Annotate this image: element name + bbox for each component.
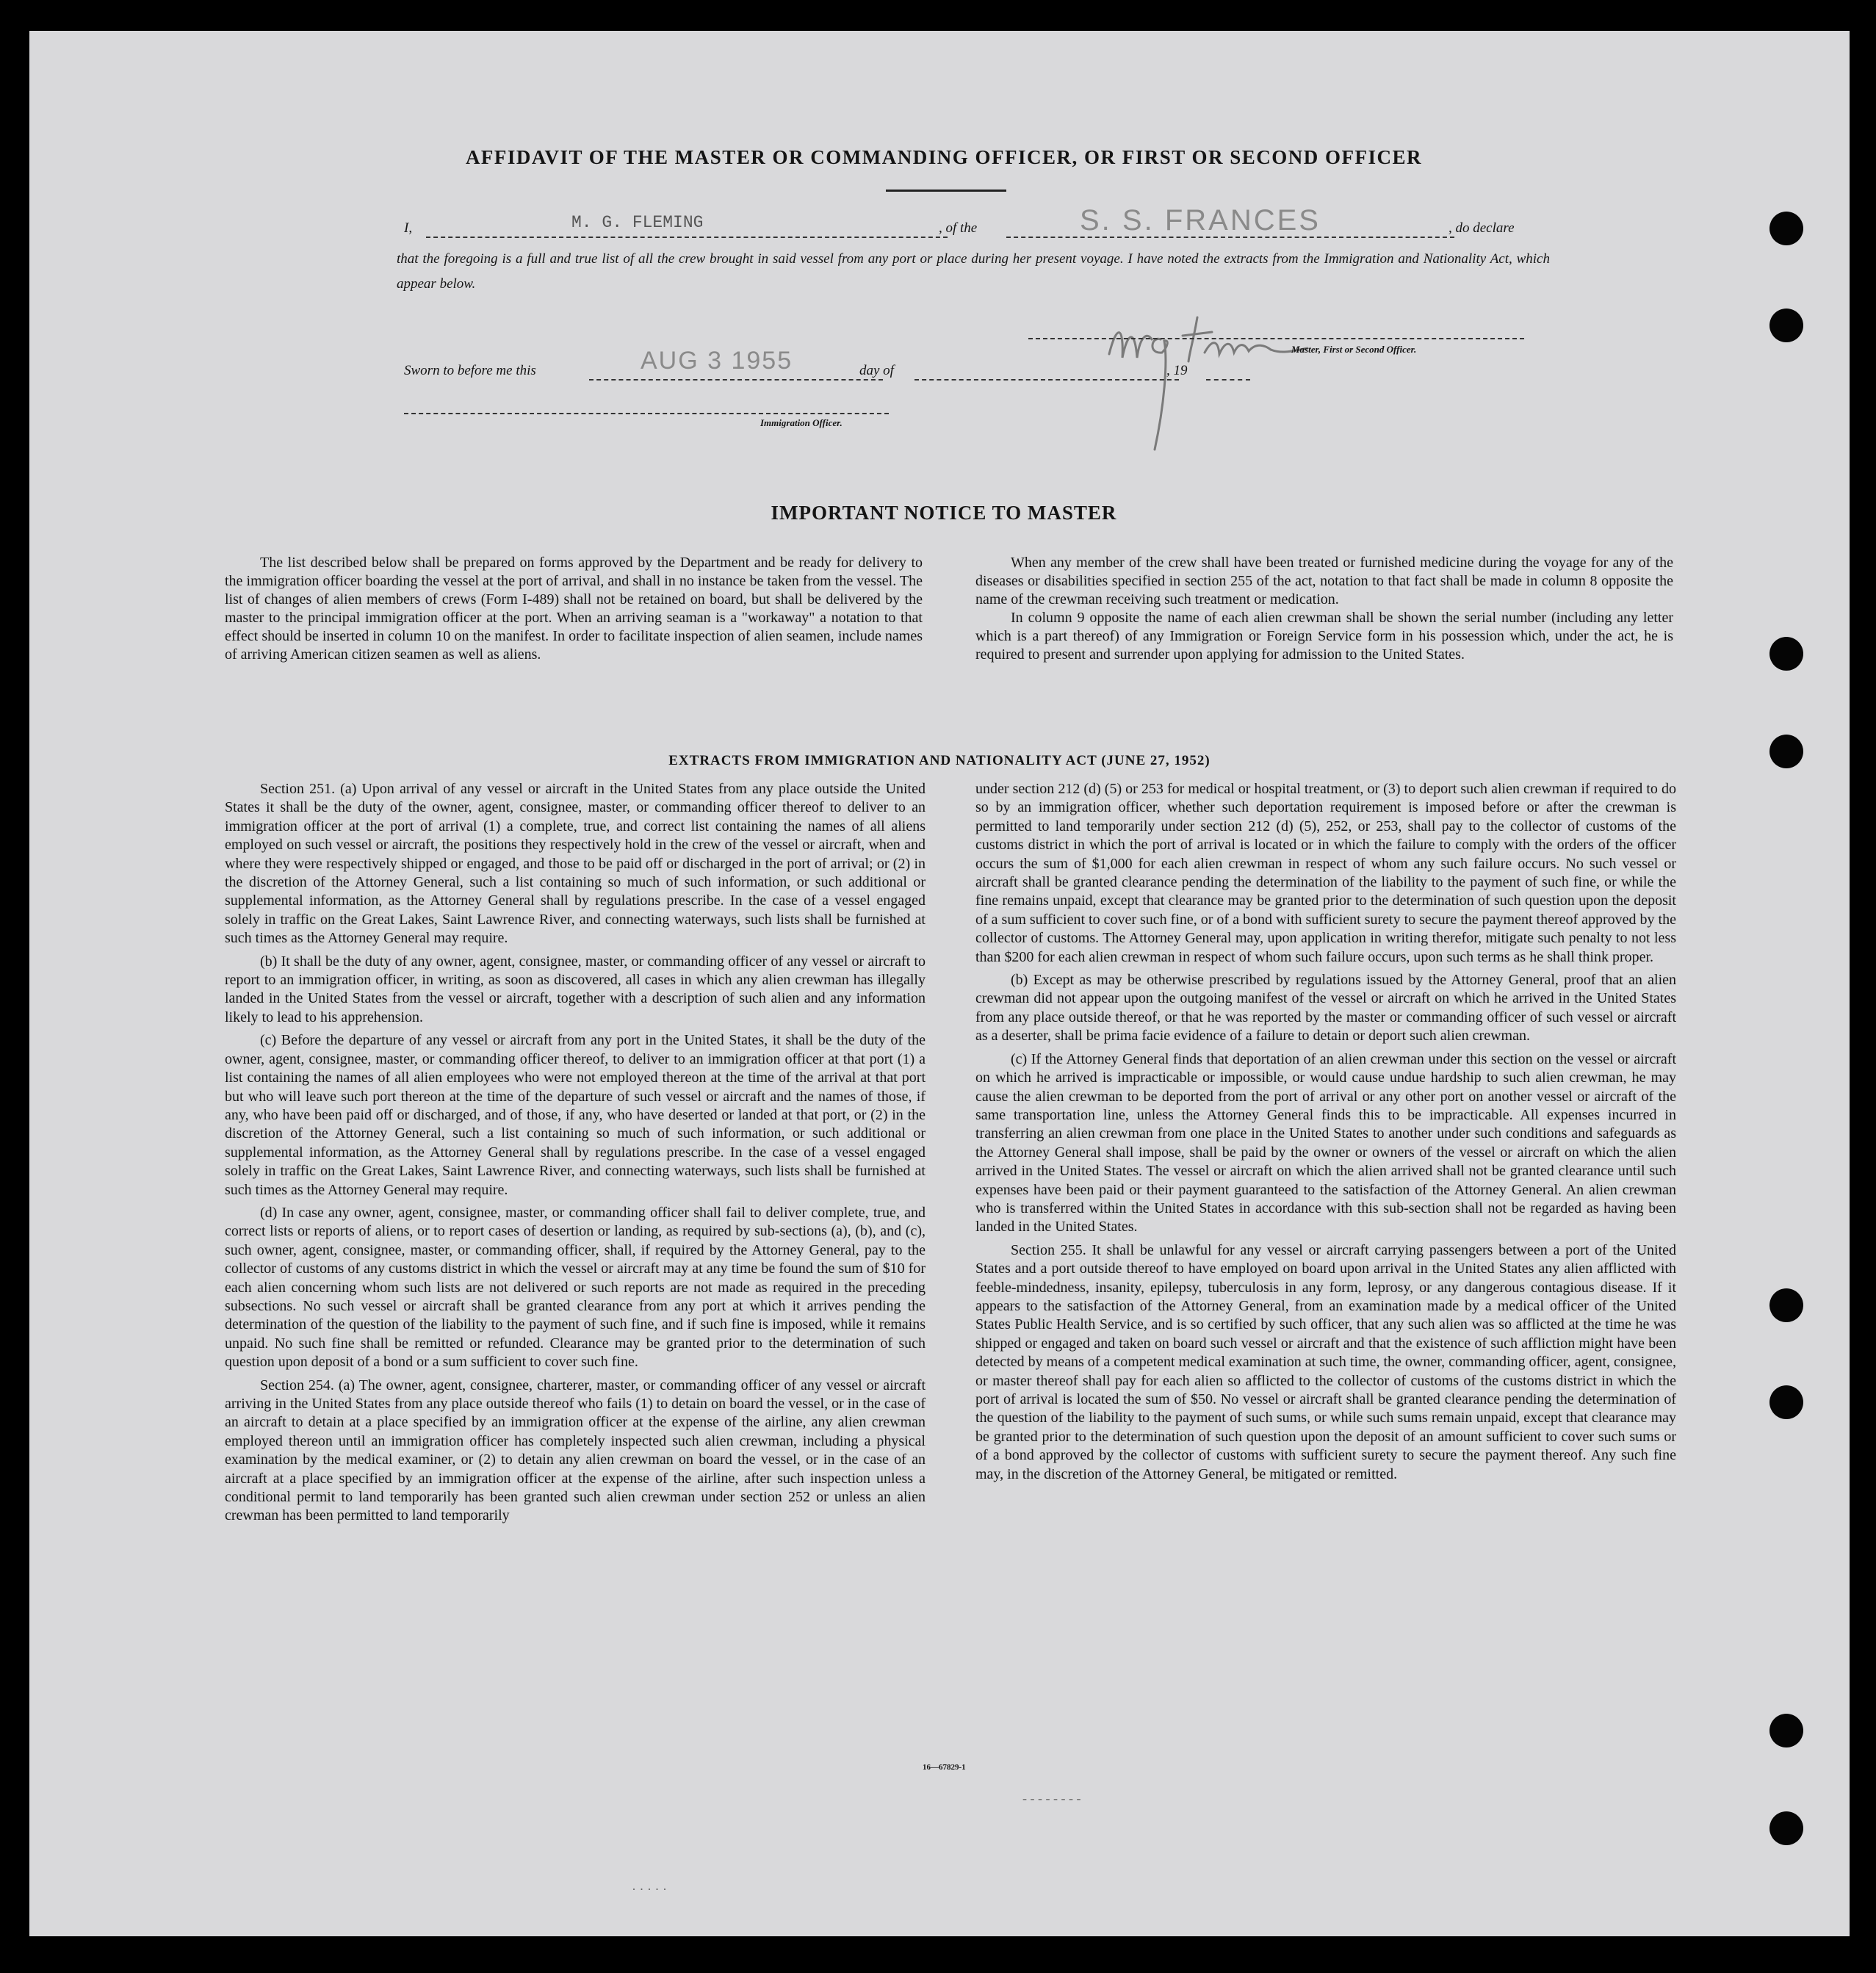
master-name-line <box>426 237 948 238</box>
section-251-d: (d) In case any owner, agent, consignee, master, or commanding officer shall fail to deliver complete, true, and correct lists or reports of aliens, or to report cases of desertion or landing, as required by sub-sections (a), (b), and (c), such owner, agent, consignee, master, or commanding officer, shall, if required by the Attorney General, pay to the collector of customs of any customs district in which the vessel or aircraft may at any time be found the sum of $10 for each alien concerning whom such lists are not delivered or such reports are not made as required in the preceding subsections. No such vessel or aircraft shall be granted clearance from any port at which it arrives pending the determination of the question of the liability to the payment of such fine, and if such fine is imposed, while it remains unpaid. No such fine shall be remitted or refunded. Clearance may be granted prior to the determination of such question upon deposit of a bond or a sum sufficient to cover such fine. <box>225 1204 926 1371</box>
signature-image <box>1094 295 1403 457</box>
immigration-officer-caption: Immigration Officer. <box>760 417 843 428</box>
section-251-a: Section 251. (a) Upon arrival of any vessel or aircraft in the United States from any place outside the United States it shall be the duty of the owner, agent, consignee, master, or commanding officer thereof to deliver to an immigration officer at the port of arrival (1) a complete, true, and correct list containing the names of all aliens employed on such vessel or aircraft, the positions they respectively hold in the crew of the vessel or aircraft, when and where they were respectively shipped or engaged, and those to be paid off or discharged in the port of arrival; or (2) in the discretion of the Attorney General, such a list containing so much of such information, or such additional or supplemental information, as the Attorney General shall by regulations prescribe. In the case of a vessel engaged solely in traffic on the Great Lakes, Saint Lawrence River, and connecting waterways, such lists shall be furnished at such times as the Attorney General may require. <box>225 781 926 947</box>
punch-hole <box>1769 637 1803 671</box>
section-254-b: (b) Except as may be otherwise prescribed by regulations issued by the Attorney General, proof that an alien crewman did not appear upon the outgoing manifest of the vessel or aircraft on which he arrived in the United States from any place outside thereof, or that he was reported by the master or commanding officer of such vessel or aircraft as a deserter, shall be prima facie evidence of a failure to detain or deport such alien crewman. <box>975 972 1676 1045</box>
officer-caption: Master, First or Second Officer. <box>1291 344 1417 355</box>
punch-hole <box>1769 1385 1803 1419</box>
punch-hole <box>1769 212 1803 245</box>
year-line <box>1206 379 1250 380</box>
label-i: I, <box>404 220 413 236</box>
notice-title: IMPORTANT NOTICE TO MASTER <box>771 502 1117 524</box>
document-page <box>29 31 1850 1936</box>
punch-hole <box>1769 1288 1803 1322</box>
sworn-date-stamp: AUG 3 1955 <box>641 347 793 375</box>
section-254-a: Section 254. (a) The owner, agent, consignee, charterer, master, or commanding officer of any vessel or aircraft arriving in the United States from any place outside thereof who fails (1) to detain on board the vessel, or in the case of an aircraft to detain at a place specified by an immigration officer at the expense of the airline, any alien crewman employed thereon until an immigration officer has completely inspected such alien crewman, including a physical examination by the medical examiner, or (2) to detain any alien crewman on board the vessel, or in the case of an aircraft at a place specified by an immigration officer at the expense of the airline, after such inspection unless a conditional permit to land temporarily has been granted such alien crewman under section 252 or unless an alien crewman has been permitted to land temporarily <box>225 1377 926 1524</box>
punch-hole <box>1769 1714 1803 1747</box>
extracts-left-column <box>225 780 926 1530</box>
notice-right-column <box>975 554 1673 664</box>
sworn-date-line <box>589 379 883 380</box>
officer-signature-line <box>1028 338 1524 339</box>
label-of-the: , of the <box>939 220 978 236</box>
section-255: Section 255. It shall be unlawful for any vessel or aircraft carrying passengers between a port of the United States and a port outside thereof to have employed on board upon arrival in the United States any alien afflicted with feeble-mindedness, insanity, epilepsy, tuberculosis in any form, leprosy, or any dangerous contagious disease. If it appears to the satisfaction of the Attorney General, from an examination made by a medical officer of the United States Public Health Service, and is so certified by such officer, that any such alien was so afflicted at the time he was shipped or engaged and taken on board such vessel or aircraft and that the existence of such affliction might have been detected by means of a competent medical examination at such time, the owner, commanding officer, agent, consignee, or master thereof shall pay for each alien so afflicted to the collector of customs of the customs district in which the port of arrival is located the sum of $50. No vessel or aircraft shall be granted clearance pending the determination of the question of the liability to the payment of such sums, or while such sums remain unpaid, except that clearance may be granted prior to the determination of such question upon the deposit of an amount sufficient to cover such sums or of a bond approved by the collector of customs with sufficient surety to secure the payment thereof. Any such fine may, in the discretion of the Attorney General, be mitigated or remitted. <box>975 1241 1676 1482</box>
extracts-right-column <box>975 780 1676 1488</box>
section-254-c: (c) If the Attorney General finds that deportation of an alien crewman under this section on the vessel or aircraft on which he arrived is impracticable or impossible, or would cause undue hardship to such alien crewman, he may cause the alien crewman to be deported from the port of arrival or any other port on another vessel or aircraft of the same transportation line, unless the Attorney General finds this to be impracticable. All expenses incurred in transferring an alien crewman from one place in the United States to another under such conditions and safeguards as the Attorney General shall impose, shall be paid by the owner or owners of the vessel or aircraft on which the alien arrived in the United States. The vessel or aircraft on which the alien arrived shall not be granted clearance until such expenses have been paid or their payment guaranteed to the satisfaction of the Attorney General. An alien crewman who is transferred within the United States in accordance with this sub-section shall not be regarded as having been landed in the United States. <box>975 1050 1676 1236</box>
notice-left-column <box>225 554 923 664</box>
month-line <box>914 379 1179 380</box>
label-year: , 19 <box>1166 363 1188 378</box>
section-251-c: (c) Before the departure of any vessel or aircraft from any port in the United States, it shall be the duty of the owner, agent, consignee, master, or commanding officer thereof, to deliver to an immigration officer at that port (1) a list containing the names of all alien employees who were not employed thereon at the time of the arrival at that port but who will leave such port thereon at the time of the departure of such vessel or aircraft and the names of those, if any, who have been paid off or discharged, and of those, if any, who have deserted or landed at that port, or (2) in the discretion of the Attorney General, such a list containing so much of such information, or such additional or supplemental information, as the Attorney General shall by regulations prescribe. In the case of a vessel engaged solely in traffic on the Great Lakes, Saint Lawrence River, and connecting waterways, such lists shall be furnished at such times as the Attorney General may require. <box>225 1032 926 1198</box>
label-day-of: day of <box>859 363 894 378</box>
section-251-b: (b) It shall be the duty of any owner, agent, consignee, master, or commanding officer of any vessel or aircraft to report to an immigration officer, in writing, as soon as discovered, all cases in which any alien crewman has illegally landed in the United States from the vessel or aircraft, together with a description of such alien and any information likely to lead to his apprehension. <box>225 953 926 1025</box>
punch-hole <box>1769 1811 1803 1845</box>
section-254-a-continued: under section 212 (d) (5) or 253 for medical or hospital treatment, or (3) to deport such alien crewman if required to do so by an immigration officer, whether such deportation requirement is imposed before or after the crewman is permitted to land temporarily under section 212 (d) (5), 252, or 253, shall pay to the collector of customs of the customs district in which the port of arrival is located or in which the failure to comply with the orders of the officer occurs the sum of $1,000 for each alien crewman in respect of whom any such failure occurs. No such vessel or aircraft shall be granted clearance pending the determination of the liability to the payment of such fine, or while the fine remains unpaid, except that clearance may be granted prior to the determination of such question upon the deposit of a sum sufficient to cover such fine, or of a bond with sufficient surety to secure the payment thereof approved by the collector of customs. The Attorney General may, upon application in writing therefor, mitigate such penalty to not less than $200 for each alien crewman in respect of whom such failure occurs, upon such terms as he shall think proper. <box>975 781 1676 965</box>
punch-hole <box>1769 309 1803 342</box>
bleed-through-mark: · · · · · <box>632 1882 667 1897</box>
notice-left-paragraph: The list described below shall be prepared on forms approved by the Department and be ready for delivery to the immigration officer boarding the vessel at the port of arrival, and shall in no instance be taken from the vessel. The list of changes of alien members of crews (Form I-489) shall not be retained on board, but shall be delivered by the master to the principal immigration officer at the port. When an arriving seaman is a "workaway" a notation to that effect should be inserted in column 10 on the manifest. In order to facilitate inspection of alien seamen, include names of arriving American citizen seamen as well as aliens. <box>225 555 923 663</box>
label-do-declare: , do declare <box>1449 220 1515 236</box>
title-underline <box>886 190 1006 192</box>
vessel-name-field: S. S. FRANCES <box>1080 204 1321 237</box>
extracts-title: EXTRACTS FROM IMMIGRATION AND NATIONALITY ACT (JUNE 27, 1952) <box>668 753 1211 768</box>
form-number: 16—67829-1 <box>923 1763 966 1772</box>
affidavit-title: AFFIDAVIT OF THE MASTER OR COMMANDING OFFICER, OR FIRST OR SECOND OFFICER <box>465 146 1423 168</box>
notice-right-paragraph-1: When any member of the crew shall have been treated or furnished medicine during the voyage for any of the diseases or disabilities specified in section 255 of the act, notation to that fact shall be made in column 8 opposite the name of the crewman receiving such treatment or medication. <box>975 555 1673 607</box>
declaration-text: that the foregoing is a full and true list of all the crew brought in said vessel from any port or place during her present voyage. I have noted the extracts from the Immigration and Nationality Act, which appear below. <box>397 251 1550 292</box>
immigration-officer-line <box>404 413 889 414</box>
notice-right-paragraph-2: In column 9 opposite the name of each alien crewman shall be shown the serial number (including any letter which is a part thereof) of any Immigration or Foreign Service form in his possession which, under the act, he is required to present and surrender upon applying for admission to the United States. <box>975 610 1673 663</box>
sworn-label: Sworn to before me this <box>404 363 536 378</box>
master-name-field: M. G. FLEMING <box>571 213 704 232</box>
bleed-through-mark: - - - - - - - - <box>1022 1791 1081 1806</box>
